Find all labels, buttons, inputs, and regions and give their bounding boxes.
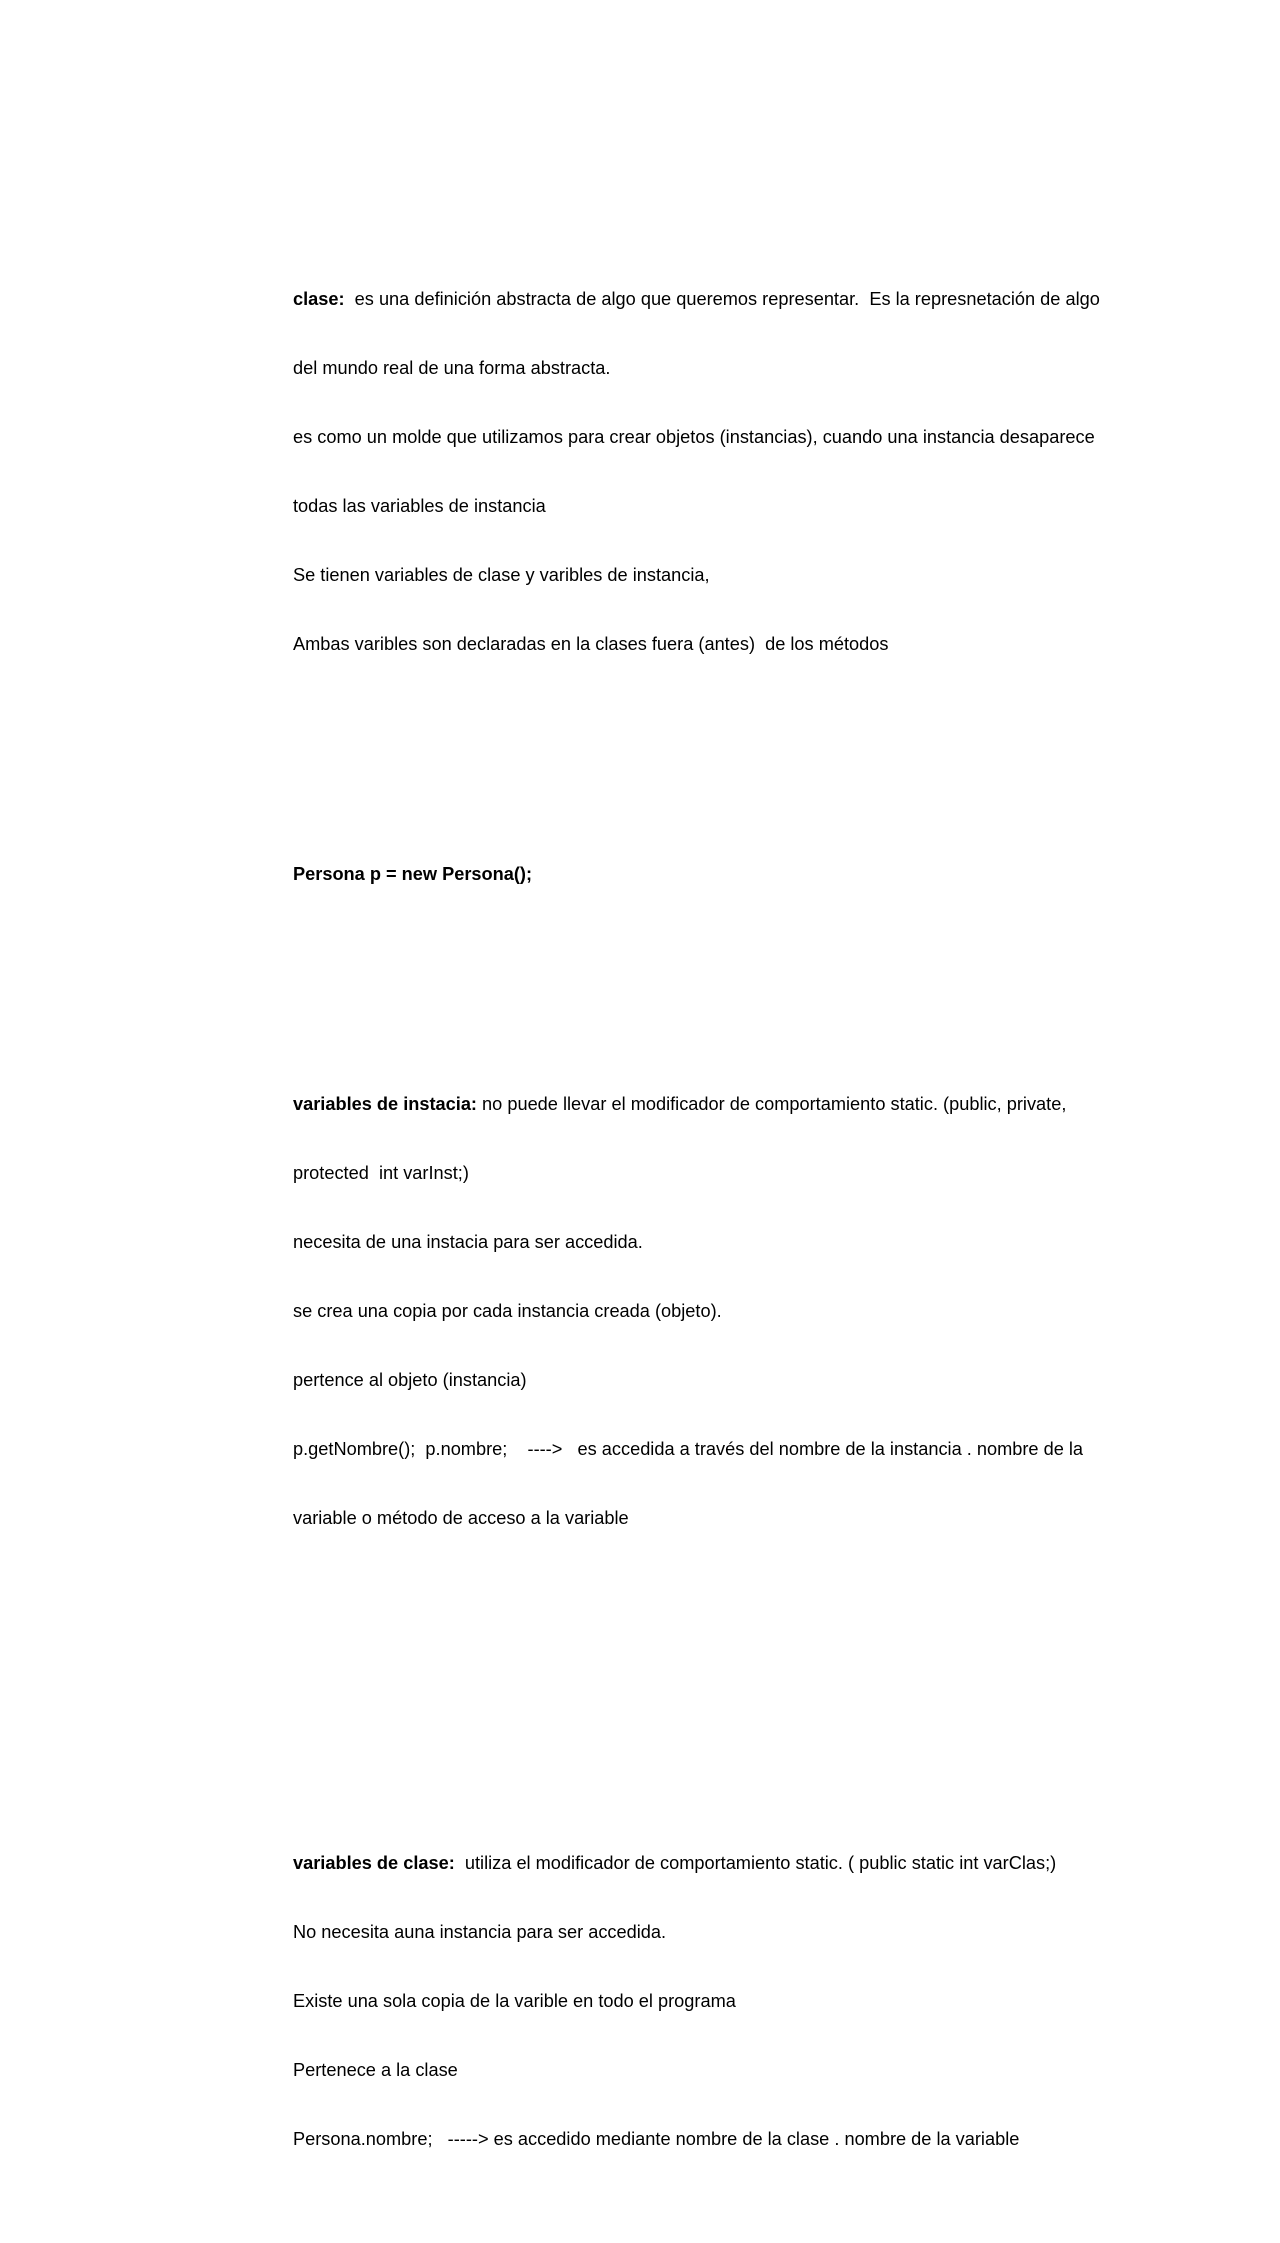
instancia-section bbox=[293, 1047, 1153, 1576]
text-line: Se tienen variables de clase y varibles de instancia, bbox=[293, 565, 710, 585]
text-line: Ambas varibles son declaradas en la clases fuera (antes) de los métodos bbox=[293, 634, 889, 654]
clase-section bbox=[293, 242, 1153, 702]
text-line: del mundo real de una forma abstracta. bbox=[293, 358, 611, 378]
clase-var-term: variables de clase: bbox=[293, 1853, 455, 1873]
text-line: variable o método de acceso a la variable bbox=[293, 1508, 629, 1528]
clase-var-section bbox=[293, 1806, 1153, 2197]
blank-line bbox=[293, 771, 1153, 794]
instancia-definition-text: no puede llevar el modificador de comportamiento static. (public, private, bbox=[477, 1094, 1067, 1114]
instancia-definition-line bbox=[293, 1093, 1153, 1116]
text-line: No necesita auna instancia para ser accedida. bbox=[293, 1922, 667, 1942]
clase-var-definition-line bbox=[293, 1852, 1153, 1875]
blank-line bbox=[293, 955, 1153, 978]
clase-var-definition-text: utiliza el modificador de comportamiento static. ( public static int varClas;) bbox=[454, 1853, 1057, 1873]
blank-line bbox=[293, 1714, 1153, 1737]
text-line: todas las variables de instancia bbox=[293, 496, 546, 516]
text-line: necesita de una instacia para ser accedida. bbox=[293, 1232, 643, 1252]
document-body bbox=[293, 173, 1153, 2243]
text-line: Persona.nombre; -----> es accedido mediante nombre de la clase . nombre de la variable bbox=[293, 2129, 1020, 2149]
clase-definition-line bbox=[293, 288, 1153, 311]
text-line: se crea una copia por cada instancia creada (objeto). bbox=[293, 1301, 722, 1321]
instancia-term: variables de instacia: bbox=[293, 1094, 477, 1114]
text-line: es como un molde que utilizamos para crear objetos (instancias), cuando una instancia desaparece bbox=[293, 427, 1095, 447]
clase-definition-text: es una definición abstracta de algo que queremos representar. Es la represnetación de algo bbox=[344, 289, 1100, 309]
text-line: p.getNombre(); p.nombre; ----> es accedida a través del nombre de la instancia . nombre de la bbox=[293, 1439, 1084, 1459]
clase-term: clase: bbox=[293, 289, 345, 309]
text-line: Existe una sola copia de la varible en todo el programa bbox=[293, 1991, 736, 2011]
code-example: Persona p = new Persona(); bbox=[293, 864, 533, 884]
text-line: pertence al objeto (instancia) bbox=[293, 1370, 527, 1390]
text-line: Pertenece a la clase bbox=[293, 2060, 458, 2080]
blank-line bbox=[293, 1645, 1153, 1668]
text-line: protected int varInst;) bbox=[293, 1163, 469, 1183]
